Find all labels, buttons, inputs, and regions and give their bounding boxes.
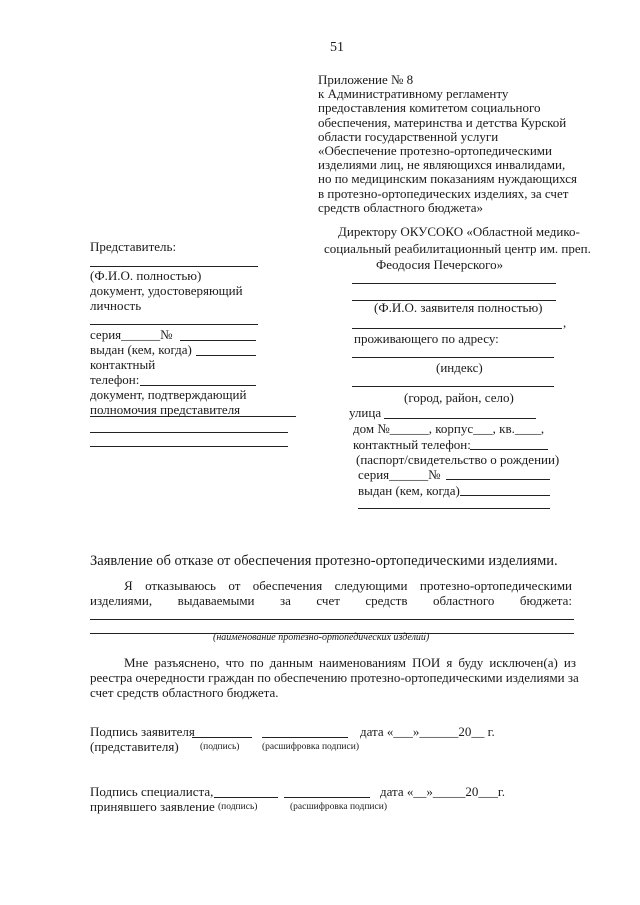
applicant-representative-label: (представителя) (90, 739, 179, 754)
addressee-line-2: социальный реабилитационный центр им. преп. (324, 241, 591, 256)
rep-contact-line-1: контактный (90, 357, 156, 372)
specialist-signature-label: Подпись специалиста, (90, 784, 214, 799)
appendix-line: обеспечения, материнства и детства Курской (318, 114, 567, 130)
city-caption: (город, район, село) (404, 390, 514, 405)
rep-phone-line[interactable] (140, 385, 256, 386)
applicant-series-field[interactable]: серия______№ (358, 467, 441, 482)
phone-label: контактный телефон: (353, 437, 471, 452)
page-number: 51 (330, 40, 344, 55)
applicant-decode-caption: (расшифровка подписи) (262, 742, 359, 752)
representative-fio-caption: (Ф.И.О. полностью) (90, 268, 202, 283)
applicant-decode-line[interactable] (262, 737, 348, 738)
applicant-issued-line[interactable] (460, 495, 550, 496)
specialist-signature-caption: (подпись) (218, 802, 258, 812)
comma: , (563, 315, 567, 330)
specialist-accepted-label: принявшего заявление (90, 799, 215, 814)
representative-name-line[interactable] (90, 266, 258, 267)
statement-p2-line-3: счет средств областного бюджета. (90, 685, 279, 700)
specialist-signature-line[interactable] (214, 797, 278, 798)
applicant-signature-line[interactable] (192, 737, 252, 738)
rep-auth-line-a[interactable] (90, 432, 288, 433)
appendix-line: изделиями лиц, не являющихся инвалидами, (318, 157, 566, 173)
rep-auth-line-b[interactable] (90, 446, 288, 447)
rep-doc-line-2: личность (90, 298, 142, 313)
addressee-line-1: Директору ОКУСОКО «Областной медико- (338, 224, 580, 239)
rep-series-field[interactable]: серия______№ (90, 327, 173, 342)
applicant-issued-line-2[interactable] (358, 508, 550, 509)
appendix-line: но по медицинским показаниям нуждающихся (318, 171, 578, 187)
rep-contact-line-2: телефон: (90, 372, 140, 387)
representative-label: Представитель: (90, 239, 177, 254)
applicant-name-caption: (Ф.И.О. заявителя полностью) (374, 300, 543, 315)
rep-auth-line-2: полномочия представителя (90, 402, 241, 417)
residing-label: проживающего по адресу: (354, 331, 499, 346)
appendix-line: области государственной услуги (318, 128, 499, 144)
rep-issued-line[interactable] (196, 355, 256, 356)
appendix-line: Приложение № 8 (318, 72, 414, 87)
statement-p1-line-1: Я отказываюсь от обеспечения следующими протезно-ортопедическими (124, 578, 572, 593)
rep-doc-line-1: документ, удостоверяющий (90, 283, 243, 298)
specialist-decode-line[interactable] (284, 797, 370, 798)
applicant-issued-label: выдан (кем, когда) (358, 483, 460, 498)
appendix-line: к Административному регламенту (318, 86, 509, 102)
rep-doc-line[interactable] (90, 324, 258, 325)
specialist-date-field[interactable]: дата «__»_____20___г. (380, 784, 506, 799)
addressee-line-3: Феодосия Печерского» (376, 257, 504, 272)
statement-title: Заявление об отказе от обеспечения протезно-ортопедическими изделиями. (90, 553, 558, 569)
applicant-date-field[interactable]: дата «___»______20__ г. (360, 724, 495, 739)
appendix-line: «Обеспечение протезно-ортопедическими (318, 143, 552, 158)
appendix-line: в протезно-ортопедических изделиях, за счет (318, 185, 569, 201)
house-field[interactable]: дом №______, корпус___, кв.____, (353, 421, 545, 436)
statement-p1-line-2: изделиями, выдаваемыми за счет средств областного бюджета: (90, 593, 572, 608)
phone-line[interactable] (470, 449, 548, 450)
rep-series-line[interactable] (180, 340, 256, 341)
items-caption: (наименование протезно-ортопедических изделий) (213, 632, 430, 643)
applicant-name-line-3[interactable] (352, 328, 562, 329)
appendix-line: средств областного бюджета» (318, 199, 484, 215)
statement-p2-line-2: реестра очередности граждан по обеспечению протезно-ортопедическими изделиями за (90, 670, 579, 685)
index-caption: (индекс) (436, 360, 483, 375)
rep-auth-underline[interactable] (90, 416, 296, 417)
rep-auth-line-1: документ, подтверждающий (90, 387, 247, 402)
street-line[interactable] (384, 418, 536, 419)
passport-caption: (паспорт/свидетельство о рождении) (356, 452, 560, 467)
rep-issued-label: выдан (кем, когда) (90, 342, 192, 357)
applicant-signature-caption: (подпись) (200, 742, 240, 752)
statement-p2-line-1: Мне разъяснено, что по данным наименованиям ПОИ я буду исключен(а) из (124, 655, 576, 670)
applicant-series-line[interactable] (446, 479, 550, 480)
index-line[interactable] (352, 357, 554, 358)
applicant-signature-label: Подпись заявителя (90, 724, 195, 739)
items-line-1[interactable] (90, 619, 574, 620)
specialist-decode-caption: (расшифровка подписи) (290, 802, 387, 812)
city-line[interactable] (352, 386, 554, 387)
street-label: улица (349, 405, 382, 420)
appendix-line: предоставления комитетом социального (318, 100, 541, 116)
applicant-name-line-1[interactable] (352, 283, 556, 284)
